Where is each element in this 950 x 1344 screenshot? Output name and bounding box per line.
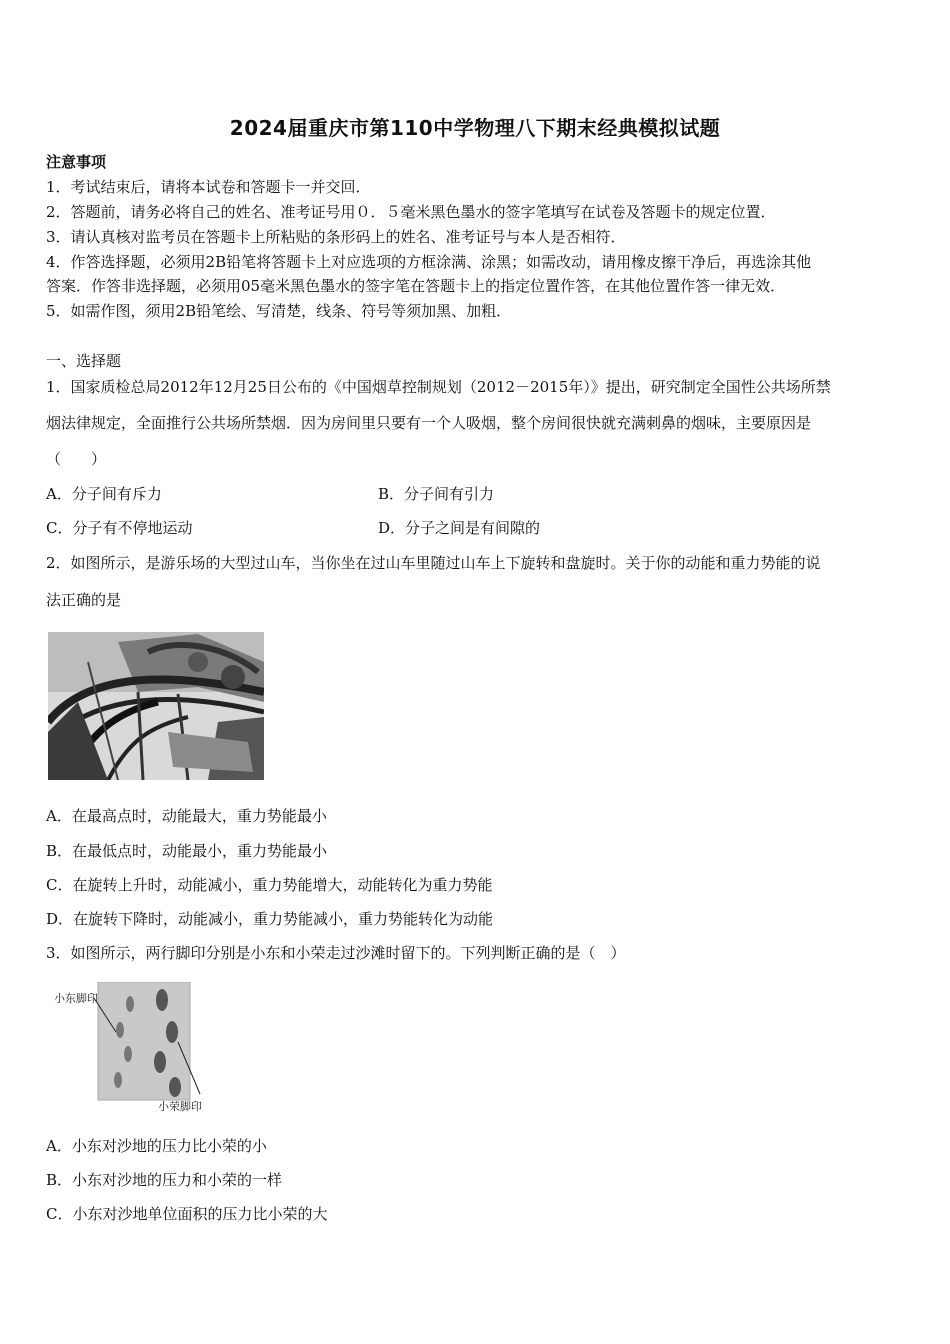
q2-option-b[interactable]: B．在最低点时，动能最小，重力势能最小 [46,842,328,860]
q3-stem-line: 3．如图所示，两行脚印分别是小东和小荣走过沙滩时留下的。下列判断正确的是（ ） [46,944,626,962]
q3-option-a[interactable]: A．小东对沙地的压力比小荣的小 [46,1137,267,1155]
q1-answer-blank: （ ） [46,450,107,468]
q2-option-d[interactable]: D．在旋转下降时，动能减小，重力势能减小，重力势能转化为动能 [46,910,494,928]
footprints-figure [50,982,220,1112]
q3-option-b[interactable]: B．小东对沙地的压力和小荣的一样 [46,1171,283,1189]
q2-option-c[interactable]: C．在旋转上升时，动能减小，重力势能增大，动能转化为重力势能 [46,876,493,894]
note-item: 3．请认真核对监考员在答题卡上所粘贴的条形码上的姓名、准考证号与本人是否相符． [46,228,626,246]
q1-option-d[interactable]: D．分子之间是有间隙的 [378,519,541,537]
q1-stem-line: 烟法律规定，全面推行公共场所禁烟．因为房间里只要有一个人吸烟，整个房间很快就充满刺鼻的烟味，主要原因是 [46,414,812,432]
q1-option-a[interactable]: A．分子间有斥力 [46,485,162,503]
figure-label-top: 小东脚印 [54,992,98,1005]
note-item: 5．如需作图，须用2B铅笔绘、写清楚，线条、符号等须加黑、加粗． [46,302,512,320]
q1-option-b[interactable]: B．分子间有引力 [378,485,495,503]
note-item: 答案．作答非选择题，必须用05毫米黑色墨水的签字笔在答题卡上的指定位置作答，在其他位置作答一律无效． [46,277,786,295]
page-title: 2024届重庆市第110中学物理八下期末经典模拟试题 [229,116,721,140]
figure-label-bottom: 小荣脚印 [158,1100,202,1113]
q1-option-c[interactable]: C．分子有不停地运动 [46,519,193,537]
notes-heading: 注意事项 [46,153,107,171]
section-heading: 一、选择题 [46,352,122,370]
note-item: 2．答题前，请务必将自己的姓名、准考证号用０．５毫米黑色墨水的签字笔填写在试卷及答题卡的规定位置． [46,203,776,221]
q3-option-c[interactable]: C．小东对沙地单位面积的压力比小荣的大 [46,1205,328,1223]
q2-stem-line: 法正确的是 [46,591,122,609]
q2-stem-line: 2．如图所示，是游乐场的大型过山车，当你坐在过山车里随过山车上下旋转和盘旋时。关于你的动能和重力势能的说 [46,554,821,572]
note-item: 4．作答选择题，必须用2B铅笔将答题卡上对应选项的方框涂满、涂黑；如需改动，请用橡皮擦干净后，再选涂其他 [46,253,812,271]
q2-option-a[interactable]: A．在最高点时，动能最大，重力势能最小 [46,807,327,825]
note-item: 1．考试结束后，请将本试卷和答题卡一并交回． [46,178,371,196]
roller-coaster-photo [48,632,264,780]
q1-stem-line: 1．国家质检总局2012年12月25日公布的《中国烟草控制规划（2012－2015年）》提出，研究制定全国性公共场所禁 [46,378,831,396]
